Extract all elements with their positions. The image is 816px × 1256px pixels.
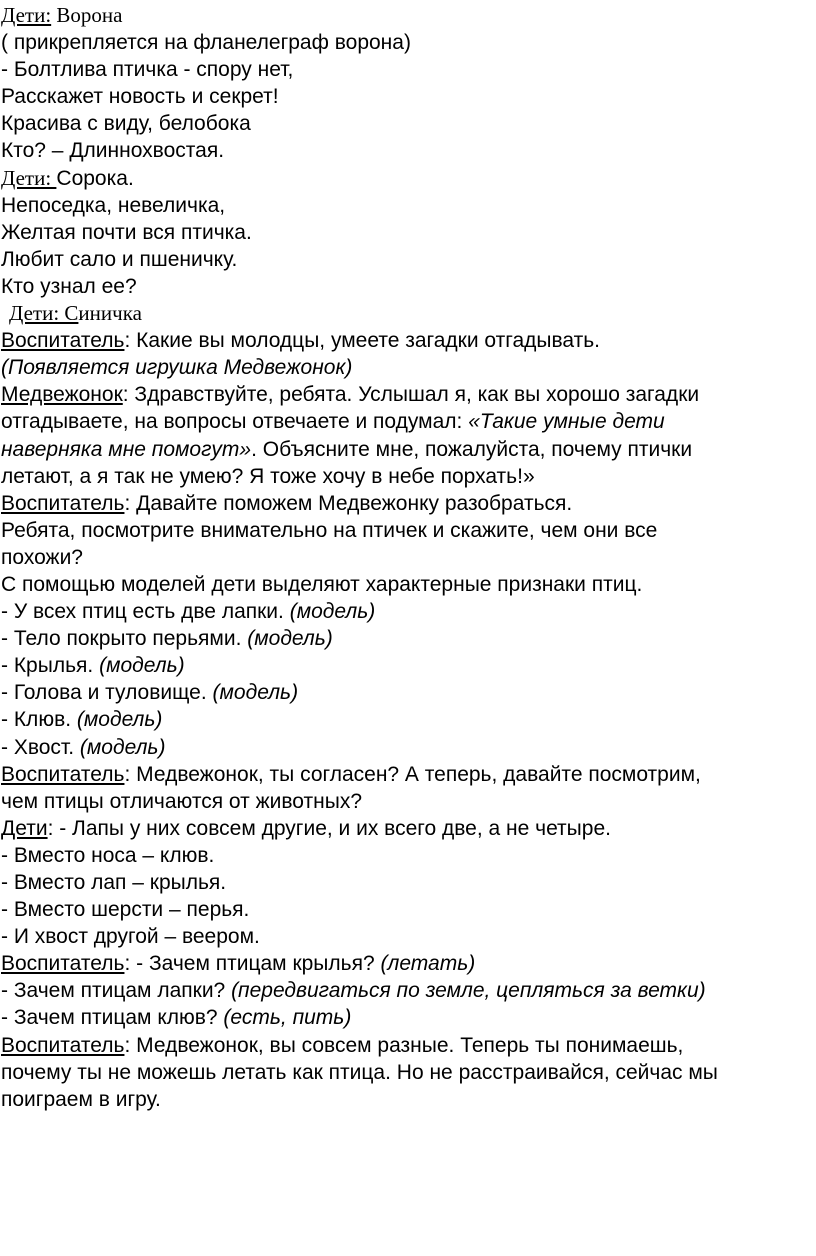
speaker-label: Дети xyxy=(1,816,48,840)
line-text: - Зачем птицам лапки? xyxy=(1,979,232,1003)
italic-quote: наверняка мне помогут» xyxy=(1,437,252,461)
line-text: : - Лапы у них совсем другие, и их всего две, а не четыре. xyxy=(47,816,611,840)
speaker-label: Дети: С xyxy=(9,301,79,326)
doc-line xyxy=(1,165,813,192)
stage-direction: ( прикрепляется на фланелеграф ворона) xyxy=(1,31,411,55)
italic-note: (модель) xyxy=(289,600,376,624)
list-item xyxy=(1,652,813,679)
doc-line xyxy=(1,761,813,788)
doc-line xyxy=(1,490,813,517)
speaker-label: Дети: xyxy=(1,3,52,27)
speaker-label: Воспитатель xyxy=(1,1033,125,1057)
line-text: - Клюв. xyxy=(1,708,77,732)
line-text: : Какие вы молодцы, умеете загадки отгадывать. xyxy=(124,329,600,353)
line-text: - Хвост. xyxy=(1,735,80,759)
doc-line: почему ты не можешь летать как птица. Но не расстраивайся, сейчас мы xyxy=(1,1060,718,1084)
doc-line xyxy=(1,381,813,408)
list-item xyxy=(1,977,813,1004)
doc-line: похожи? xyxy=(1,545,83,569)
doc-line xyxy=(1,2,813,29)
speaker-label: Дети: xyxy=(1,165,57,190)
line-text: . Объясните мне, пожалуйста, почему птички xyxy=(251,437,693,461)
line-text: - Голова и туловище. xyxy=(1,681,213,705)
line-text: : - Зачем птицам крылья? xyxy=(124,952,381,976)
line-text: - У всех птиц есть две лапки. xyxy=(1,600,290,624)
doc-line: Ребята, посмотрите внимательно на птичек и скажите, чем они все xyxy=(1,518,658,542)
line-text: : Давайте поможем Медвежонку разобраться. xyxy=(124,491,573,515)
riddle-line: - Болтлива птичка - спору нет, xyxy=(1,58,294,82)
line-text: иничка xyxy=(78,301,142,326)
speaker-label: Воспитатель xyxy=(1,952,125,976)
italic-note: (передвигаться по земле, цепляться за ветки) xyxy=(231,979,706,1003)
doc-line xyxy=(1,815,813,842)
doc-line xyxy=(1,300,813,327)
riddle-line: Кто? – Длиннохвостая. xyxy=(1,139,225,163)
italic-note: (модель) xyxy=(99,654,185,678)
doc-line xyxy=(1,1032,813,1059)
speaker-label: Воспитатель xyxy=(1,329,125,353)
list-item: - И хвост другой – веером. xyxy=(1,925,260,949)
italic-note: (летать) xyxy=(380,952,476,976)
doc-line: чем птицы отличаются от животных? xyxy=(1,789,362,813)
line-text: - Тело покрыто перьями. xyxy=(1,627,248,651)
line-text: : Медвежонок, вы совсем разные. Теперь ты понимаешь, xyxy=(124,1033,684,1057)
list-item xyxy=(1,706,813,733)
line-text: - Зачем птицам клюв? xyxy=(1,1006,224,1030)
line-text: Ворона xyxy=(51,3,123,27)
italic-note: (модель) xyxy=(212,681,299,705)
line-text: : Здравствуйте, ребята. Услышал я, как вы хорошо загадки xyxy=(122,383,700,407)
line-text: Сорока. xyxy=(56,166,134,190)
speaker-label: Воспитатель xyxy=(1,762,125,786)
italic-note: (есть, пить) xyxy=(223,1006,352,1030)
doc-line: поиграем в игру. xyxy=(1,1087,161,1111)
list-item xyxy=(1,598,813,625)
riddle-line: Любит сало и пшеничку. xyxy=(1,247,238,271)
riddle-line: Кто узнал ее? xyxy=(1,274,137,298)
italic-note: (модель) xyxy=(79,735,166,759)
list-item: - Вместо шерсти – перья. xyxy=(1,898,250,922)
doc-line: С помощью моделей дети выделяют характерные признаки птиц. xyxy=(1,572,643,596)
italic-note: (модель) xyxy=(247,627,333,651)
italic-note: (модель) xyxy=(76,708,163,732)
line-text: отгадываете, на вопросы отвечаете и подумал: xyxy=(1,410,469,434)
doc-line xyxy=(1,950,813,977)
list-item: - Вместо носа – клюв. xyxy=(1,843,215,867)
italic-quote: «Такие умные дети xyxy=(468,410,665,434)
doc-line xyxy=(1,436,813,463)
list-item xyxy=(1,1004,813,1031)
list-item: - Вместо лап – крылья. xyxy=(1,871,227,894)
speaker-label: Медвежонок xyxy=(1,383,123,407)
riddle-line: Желтая почти вся птичка. xyxy=(1,220,252,244)
doc-line: летают, а я так не умею? Я тоже хочу в небе порхать!» xyxy=(1,464,535,488)
list-item xyxy=(1,679,813,706)
riddle-line: Красива с виду, белобока xyxy=(1,112,251,136)
list-item xyxy=(1,625,813,652)
doc-line xyxy=(1,327,813,354)
riddle-line: Непоседка, невеличка, xyxy=(1,193,226,217)
speaker-label: Воспитатель xyxy=(1,491,125,515)
riddle-line: Расскажет новость и секрет! xyxy=(1,85,279,109)
stage-direction: (Появляется игрушка Медвежонок) xyxy=(1,356,353,380)
line-text: - Крылья. xyxy=(1,654,100,678)
list-item xyxy=(1,734,813,761)
line-text: : Медвежонок, ты согласен? А теперь, давайте посмотрим, xyxy=(124,762,701,786)
document-page xyxy=(1,2,813,1113)
doc-line xyxy=(1,408,813,435)
